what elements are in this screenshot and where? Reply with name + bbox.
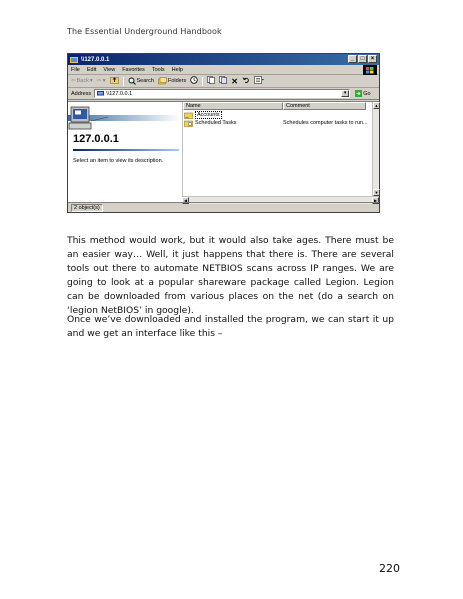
shared-folder-icon xyxy=(184,112,193,119)
search-button[interactable]: Search xyxy=(128,77,154,85)
history-icon[interactable] xyxy=(190,76,198,86)
body-paragraph-2: Once we’ve downloaded and installed the program, we can start it up and we get an interface like this – xyxy=(67,314,394,339)
maximize-button[interactable]: □ xyxy=(358,55,367,63)
address-bar xyxy=(68,88,379,100)
go-button[interactable]: Go xyxy=(355,90,370,97)
list-item-name: Scheduled Tasks xyxy=(195,120,237,126)
copy-to-icon[interactable] xyxy=(219,76,227,86)
menu-view[interactable]: View xyxy=(103,66,116,73)
left-info-pane xyxy=(68,102,181,196)
windows-logo-icon xyxy=(363,65,377,75)
up-folder-icon[interactable] xyxy=(110,76,119,86)
column-headers xyxy=(183,102,372,110)
network-folder-icon xyxy=(70,56,78,63)
scroll-right-icon[interactable]: ▶ xyxy=(373,198,378,203)
content-area xyxy=(68,101,379,203)
file-list xyxy=(182,102,372,196)
status-object-count: 2 object(s) xyxy=(71,204,103,212)
window-titlebar[interactable] xyxy=(68,54,379,65)
address-dropdown-icon[interactable]: ▾ xyxy=(341,90,349,97)
explorer-window xyxy=(67,53,380,213)
search-icon xyxy=(128,77,136,85)
column-comment[interactable]: Comment xyxy=(283,102,366,110)
list-item[interactable] xyxy=(183,111,372,119)
back-button[interactable]: ⇦ Back ▾ xyxy=(71,78,93,84)
page-header: The Essential Underground Handbook xyxy=(67,27,222,36)
item-description: Select an item to view its description. xyxy=(73,158,164,164)
computer-banner-icon xyxy=(68,105,181,133)
menu-file[interactable]: File xyxy=(71,66,80,73)
folders-icon xyxy=(158,77,167,85)
window-title: \\127.0.0.1 xyxy=(81,56,110,63)
menu-tools[interactable]: Tools xyxy=(151,66,165,73)
list-item[interactable] xyxy=(183,119,372,127)
list-item-name: Accounts xyxy=(197,112,220,118)
network-computer-icon xyxy=(97,91,104,97)
undo-icon[interactable] xyxy=(242,76,250,86)
title-divider xyxy=(73,149,179,151)
back-arrow-icon: ⇦ xyxy=(71,78,76,84)
move-to-icon[interactable] xyxy=(207,76,215,86)
scroll-down-icon[interactable]: ▼ xyxy=(374,190,379,195)
folders-button[interactable]: Folders xyxy=(158,77,186,85)
toolbar xyxy=(68,75,379,88)
minimize-button[interactable]: _ xyxy=(348,55,357,63)
menu-favorites[interactable]: Favorites xyxy=(122,66,145,73)
scheduled-tasks-folder-icon xyxy=(184,120,193,127)
menu-help[interactable]: Help xyxy=(171,66,183,73)
go-arrow-icon xyxy=(355,90,362,97)
vertical-scrollbar[interactable] xyxy=(372,102,379,196)
menubar xyxy=(68,65,379,75)
address-label: Address xyxy=(71,90,92,97)
forward-arrow-icon[interactable]: ⇨ ▾ xyxy=(96,78,106,84)
scroll-left-icon[interactable]: ◀ xyxy=(183,198,188,203)
address-input[interactable]: \\127.0.0.1 ▾ xyxy=(94,89,350,98)
menu-edit[interactable]: Edit xyxy=(86,66,97,73)
body-paragraph-1: This method would work, but it would also take ages. There must be an easier way… Well, it just happens that there is. There are several tools out there to automate NETBIOS scans across IP ranges. We are going to look at a popular shareware package called Legion. Legion can be downloaded from various places on the net (do a search on ‘legion NetBIOS’ in google). xyxy=(67,235,394,316)
computer-name-title: 127.0.0.1 xyxy=(73,133,119,145)
column-name[interactable]: Name xyxy=(183,102,283,110)
views-icon[interactable] xyxy=(254,76,264,86)
list-item-comment: Schedules computer tasks to run... xyxy=(283,120,368,126)
scroll-up-icon[interactable]: ▲ xyxy=(374,103,379,108)
close-button[interactable]: × xyxy=(368,55,377,63)
page-number: 220 xyxy=(379,562,400,575)
delete-icon[interactable]: ✕ xyxy=(231,76,238,86)
status-bar xyxy=(68,202,379,212)
